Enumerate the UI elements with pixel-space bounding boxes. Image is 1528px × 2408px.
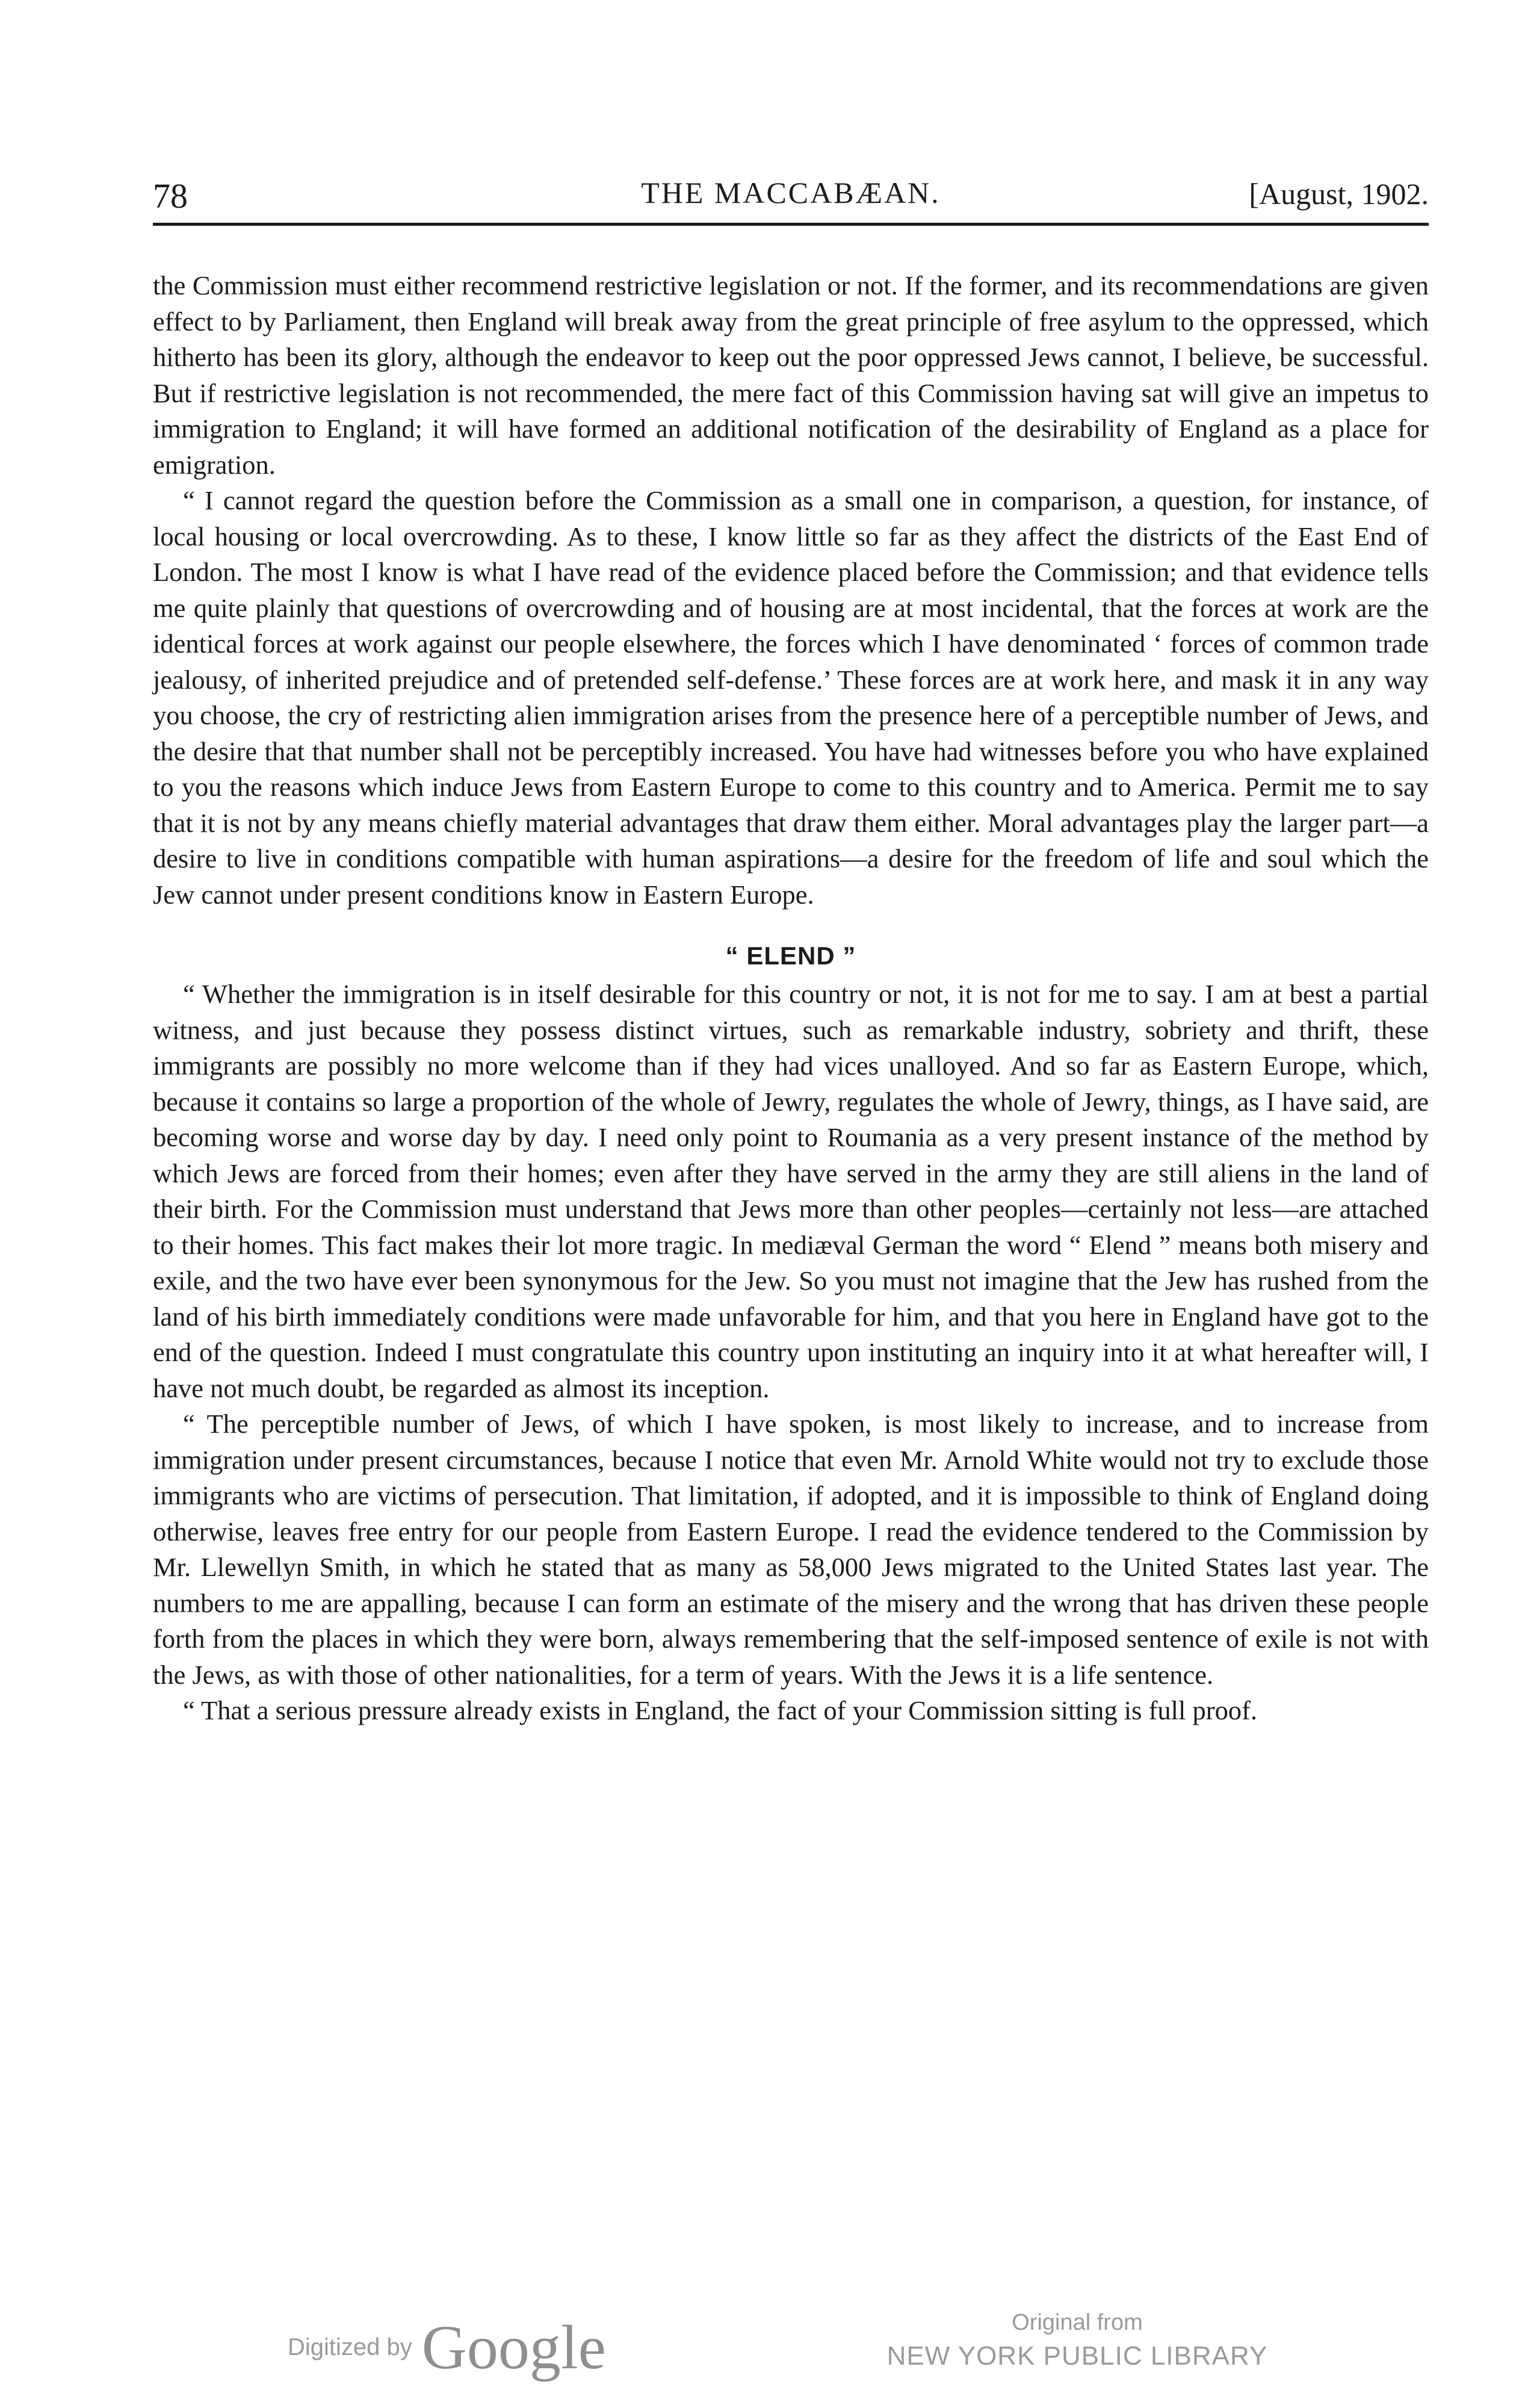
page-number: 78 [153,176,188,216]
header-rule [153,223,1429,226]
original-from-label: Original from [1012,2310,1143,2335]
article-body [153,268,1429,1729]
library-credit [885,2307,1270,2374]
library-name: NEW YORK PUBLIC LIBRARY [886,2341,1268,2371]
paragraph: “ Whether the immigration is in itself desirable for this country or not, it is not for me to say. I am at best a partial witness, and just because they possess distinct virtues, such as remarkable industry, sobriety and thrift, these immigrants are possibly no more welcome than if they had vices unalloyed. And so far as Eastern Europe, which, because it contains so large a proportion of the whole of Jewry, regulates the whole of Jewry, things, as I have said, are becoming worse and worse day by day. I need only point to Roumania as a very present instance of the method by which Jews are forced from their homes; even after they have served in the army they are still aliens in the land of their birth. For the Commission must understand that Jews more than other peoples—certainly not less—are attached to their homes. This fact makes their lot more tragic. In mediæval German the word “ Elend ” means both misery and exile, and the two have ever been synonymous for the Jew. So you must not imagine that the Jew has rushed from the land of his birth immediately conditions were made unfavorable for him, and that you here in England have got to the end of the question. Indeed I must congratulate this country upon instituting an inquiry into it at what hereafter will, I have not much doubt, be regarded as almost its inception. [153,979,1429,1403]
journal-title: THE MACCABÆAN. [641,176,941,209]
paragraph: “ That a serious pressure already exists in England, the fact of your Commission sitting is full proof. [183,1695,1258,1725]
digitized-by-google [288,2312,606,2384]
paragraph: the Commission must either recommend restrictive legislation or not. If the former, and its recommendations are given effect to by Parliament, then England will break away from the great principle of free asylum to the oppressed, which hitherto has been its glory, although the endeavor to keep out the poor oppressed Jews cannot, I believe, be successful. But if restrictive legislation is not recommended, the mere fact of this Commission having sat will give an impetus to immigration to England; it will have formed an additional notification of the desirability of England as a place for emigration. [153,270,1429,480]
digitized-by-label: Digitized by [288,2334,412,2360]
paragraph: “ I cannot regard the question before the Commission as a small one in comparison, a question, for instance, of local housing or local overcrowding. As to these, I know little so far as they affect the districts of the East End of London. The most I know is what I have read of the evidence placed before the Commission; and that evidence tells me quite plainly that questions of overcrowding and of housing are at most incidental, that the forces at work are the identical forces at work against our people elsewhere, the forces which I have denominated ‘ forces of common trade jealousy, of inherited prejudice and of pretended self-defense.’ These forces are at work here, and mask it in any way you choose, the cry of restricting alien immigration arises from the presence here of a perceptible number of Jews, and the desire that that number shall not be perceptibly increased. You have had witnesses before you who have explained to you the reasons which induce Jews from Eastern Europe to come to this country and to America. Permit me to say that it is not by any means chiefly material advantages that draw them either. Moral advantages play the larger part—a desire to live in conditions compatible with human aspirations—a desire for the freedom of life and soul which the Jew cannot under present conditions know in Eastern Europe. [153,485,1429,910]
section-heading: “ ELEND ” [725,942,856,970]
google-logo: Google [421,2313,606,2382]
running-header [153,169,1429,217]
issue-date: [August, 1902. [1249,177,1429,211]
page [153,169,1429,1729]
paragraph: “ The perceptible number of Jews, of which I have spoken, is most likely to increase, and to increase from immigration under present circumstances, because I notice that even Mr. Arnold White would not try to exclude those immigrants who are victims of persecution. That limitation, if adopted, and it is impossible to think of England doing otherwise, leaves free entry for our people from Eastern Europe. I read the evidence tendered to the Commission by Mr. Llewellyn Smith, in which he stated that as many as 58,000 Jews migrated to the United States last year. The numbers to me are appalling, because I can form an estimate of the misery and the wrong that has driven these people forth from the places in which they were born, always remembering that the self-imposed sentence of exile is not with the Jews, as with those of other nationalities, for a term of years. With the Jews it is a life sentence. [153,1409,1429,1690]
